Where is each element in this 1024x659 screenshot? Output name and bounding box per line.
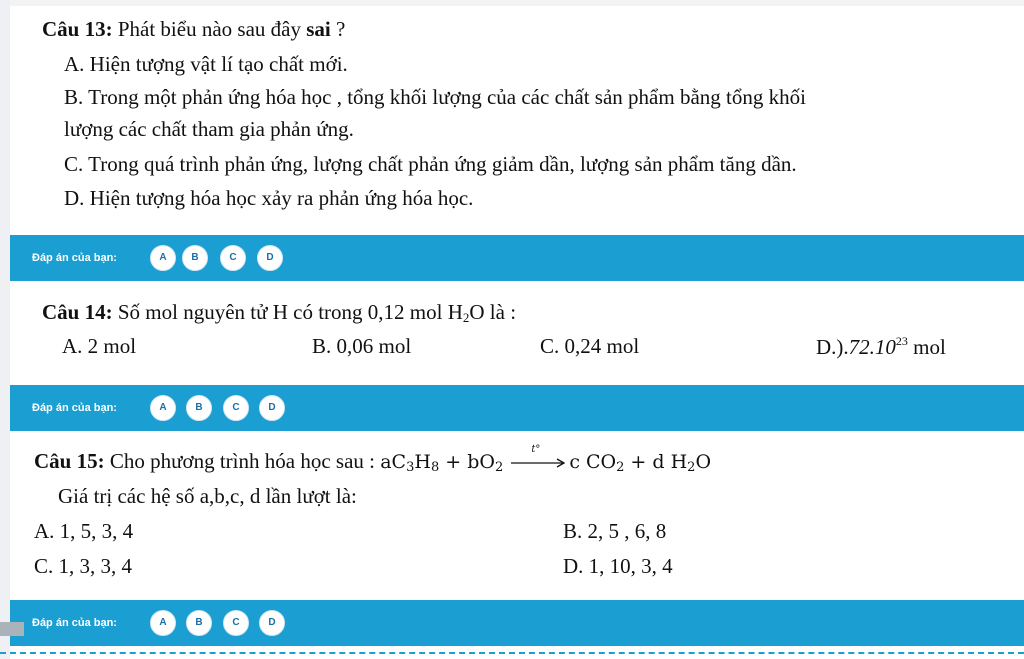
answer-option-d[interactable]: D xyxy=(259,395,285,421)
answer-option-a[interactable]: A xyxy=(150,610,176,636)
answer-option-c[interactable]: C xyxy=(220,245,246,271)
q13-option-b-line2: lượng các chất tham gia phản ứng. xyxy=(64,117,354,141)
answer-bar-q13 xyxy=(10,235,1024,281)
q15-option-d: D. 1, 10, 3, 4 xyxy=(563,554,673,578)
answer-option-c[interactable]: C xyxy=(223,395,249,421)
q13-stem: Câu 13: Phát biểu nào sau đây sai ? xyxy=(42,17,346,41)
q15-number: Câu 15: xyxy=(34,449,105,473)
answer-option-b[interactable]: B xyxy=(182,245,208,271)
q13-option-a: A. Hiện tượng vật lí tạo chất mới. xyxy=(64,52,348,76)
answer-label: Đáp án của bạn: xyxy=(32,252,117,264)
q15-stem: Câu 15: Cho phương trình hóa học sau : $aC_3H_8 + bO_2$ t° c $CO_2 + d$ $H_2O$ xyxy=(34,444,712,475)
answer-option-d[interactable]: D xyxy=(257,245,283,271)
answer-bar-q14 xyxy=(10,385,1024,431)
q14-option-d: D.).72.10$^{23}$ mol xyxy=(816,334,946,359)
q14-option-c: C. 0,24 mol xyxy=(540,334,640,358)
q15-option-a: A. 1, 5, 3, 4 xyxy=(34,519,134,543)
answer-option-c[interactable]: C xyxy=(223,610,249,636)
q14-option-b: B. 0,06 mol xyxy=(312,334,412,358)
answer-label: Đáp án của bạn: xyxy=(32,402,117,414)
top-edge xyxy=(0,0,1024,6)
bottom-divider xyxy=(0,652,1024,654)
q13-number: Câu 13: xyxy=(42,17,113,41)
answer-option-a[interactable]: A xyxy=(150,395,176,421)
answer-label: Đáp án của bạn: xyxy=(32,617,117,629)
q13-option-d: D. Hiện tượng hóa học xảy ra phản ứng hóa học. xyxy=(64,186,474,210)
scroll-handle[interactable] xyxy=(0,622,24,636)
reaction-arrow-icon: t° xyxy=(509,450,569,470)
q15-line2: Giá trị các hệ số a,b,c, d lần lượt là: xyxy=(58,484,357,508)
q13-option-c: C. Trong quá trình phản ứng, lượng chất phản ứng giảm dần, lượng sản phẩm tăng dần. xyxy=(64,152,797,176)
answer-option-a[interactable]: A xyxy=(150,245,176,271)
chemical-equation: $aC_3H_8 + bO_2$ t° c $CO_2 + d$ $H_2O$ xyxy=(380,444,712,475)
answer-option-b[interactable]: B xyxy=(186,610,212,636)
answer-option-d[interactable]: D xyxy=(259,610,285,636)
answer-bar-q15 xyxy=(10,600,1024,646)
q15-option-b: B. 2, 5 , 6, 8 xyxy=(563,519,667,543)
q14-number: Câu 14: xyxy=(42,300,113,324)
left-edge xyxy=(0,0,10,659)
q13-option-b-line1: B. Trong một phản ứng hóa học , tổng khối lượng của các chất sản phẩm bằng tổng khối xyxy=(64,85,806,109)
answer-option-b[interactable]: B xyxy=(186,395,212,421)
q14-option-a: A. 2 mol xyxy=(62,334,137,358)
q15-option-c: C. 1, 3, 3, 4 xyxy=(34,554,133,578)
q14-stem: Câu 14: Số mol nguyên tử H có trong 0,12 mol $H_2O$ là : xyxy=(42,300,517,325)
